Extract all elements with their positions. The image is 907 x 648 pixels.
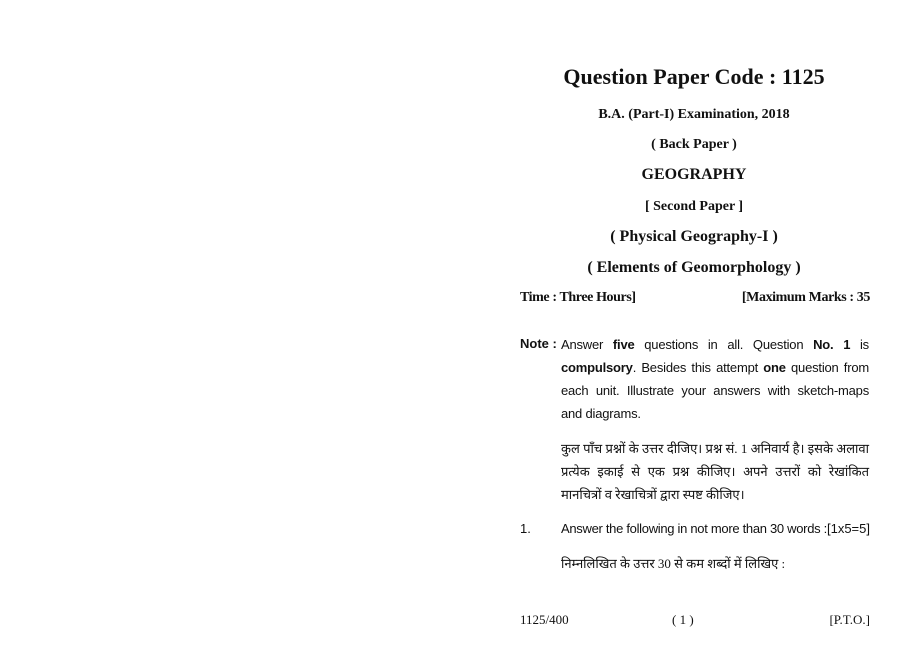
question-paper-page xyxy=(518,0,870,648)
paper-number: [ Second Paper ] xyxy=(644,199,744,214)
question-text: Answer the following in not more than 30 words : xyxy=(561,521,827,536)
question-number: 1. xyxy=(520,521,531,536)
note-bold-one: one xyxy=(763,360,786,375)
note-hindi: कुल पाँच प्रश्नों के उत्तर दीजिए। प्रश्न सं. 1 अनिवार्य है। इसके अलावा प्रत्येक इकाई से एक प्रश्न कीजिए। अपने उत्तरों को रेखांकित मानचित्रों व रेखाचित्रों द्वारा स्पष्ट कीजिए। xyxy=(561,441,869,502)
back-paper-label: ( Back Paper ) xyxy=(651,137,737,152)
question-paper-code: Question Paper Code : 1125 xyxy=(563,64,825,89)
exam-title: B.A. (Part-I) Examination, 2018 xyxy=(598,107,790,122)
paper-topic: ( Physical Geography-I ) xyxy=(610,228,778,245)
note-bold-compulsory: compulsory xyxy=(561,360,633,375)
note-bold-question-no: No. 1 xyxy=(813,337,851,352)
note-text: is xyxy=(850,337,869,352)
pto-label: [P.T.O.] xyxy=(829,612,870,627)
note-text: . Besides this attempt xyxy=(632,360,764,375)
note-bold-five: five xyxy=(612,337,635,352)
question-marks: [1x5=5] xyxy=(826,521,870,536)
note-text: questions in all. Question xyxy=(634,337,814,352)
maximum-marks: [Maximum Marks : 35 xyxy=(741,290,870,305)
subject-title: GEOGRAPHY xyxy=(641,166,747,183)
note-english xyxy=(561,333,869,425)
page-number: ( 1 ) xyxy=(672,612,694,627)
time-duration: Time : Three Hours] xyxy=(520,290,636,305)
note-text: Answer xyxy=(561,337,613,352)
paper-subtopic: ( Elements of Geomorphology ) xyxy=(587,259,801,276)
footer-code: 1125/400 xyxy=(520,612,569,627)
note-label: Note : xyxy=(520,336,557,351)
note-text: question from each unit. Illustrate your answers with sketch-maps and diagrams. xyxy=(561,360,869,421)
question-hindi: निम्नलिखित के उत्तर 30 से कम शब्दों में लिखिए : xyxy=(561,556,786,571)
